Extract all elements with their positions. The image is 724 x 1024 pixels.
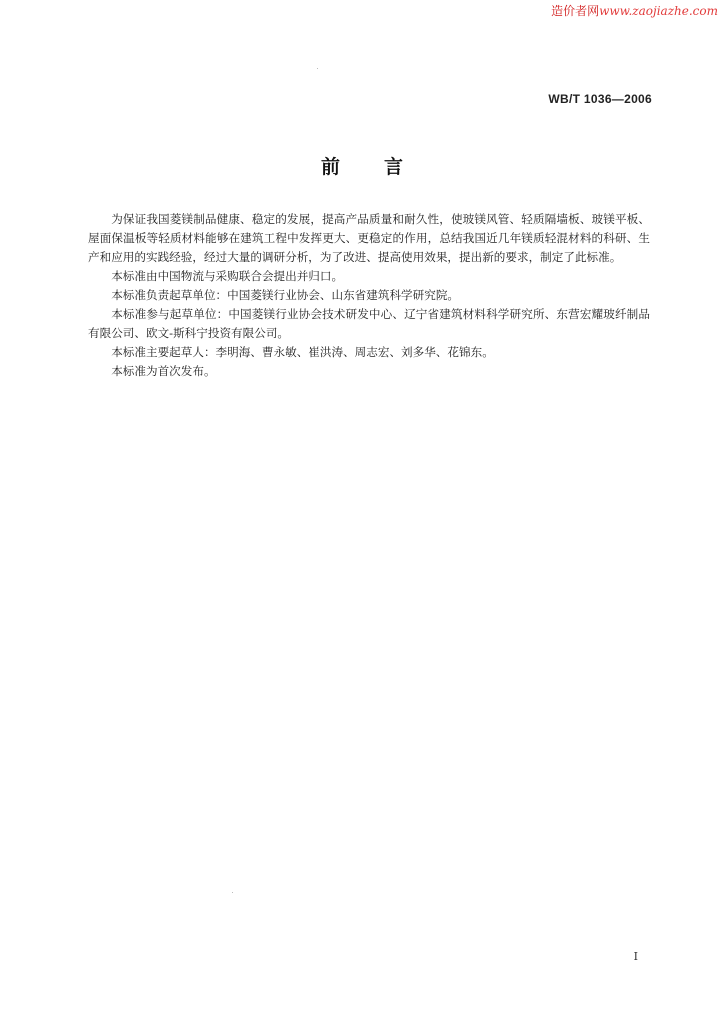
paragraph-participating-drafters: 本标准参与起草单位：中国菱镁行业协会技术研发中心、辽宁省建筑材料科学研究所、东营宏耀玻纤制品有限公司、欧文-斯科宁投资有限公司。 bbox=[88, 307, 650, 340]
page-title: 前言 bbox=[320, 156, 447, 178]
foreword-body bbox=[88, 210, 650, 381]
watermark-site-url: www.zaojiazhe.com bbox=[599, 4, 718, 18]
watermark bbox=[551, 2, 718, 19]
page-number: I bbox=[633, 950, 638, 963]
paragraph-proposer: 本标准由中国物流与采购联合会提出并归口。 bbox=[111, 269, 344, 283]
paragraph-lead-drafters: 本标准负责起草单位：中国菱镁行业协会、山东省建筑科学研究院。 bbox=[111, 288, 460, 302]
paragraph-first-release: 本标准为首次发布。 bbox=[111, 364, 216, 378]
paragraph-purpose: 为保证我国菱镁制品健康、稳定的发展，提高产品质量和耐久性，使玻镁风管、轻质隔墙板、玻镁平板、屋面保温板等轻质材料能够在建筑工程中发挥更大、更稳定的作用，总结我国近几年镁质轻混材料的科研、生产和应用的实践经验，经过大量的调研分析，为了改进、提高使用效果，提出新的要求，制定了此标准。 bbox=[88, 212, 650, 264]
scan-speck bbox=[232, 892, 233, 893]
standard-number: WB/T 1036—2006 bbox=[548, 92, 652, 106]
scan-speck bbox=[317, 68, 318, 69]
paragraph-main-drafters: 本标准主要起草人：李明海、曹永敏、崔洪涛、周志宏、刘多华、花锦东。 bbox=[111, 345, 494, 359]
watermark-site-name: 造价者网 bbox=[551, 4, 600, 18]
